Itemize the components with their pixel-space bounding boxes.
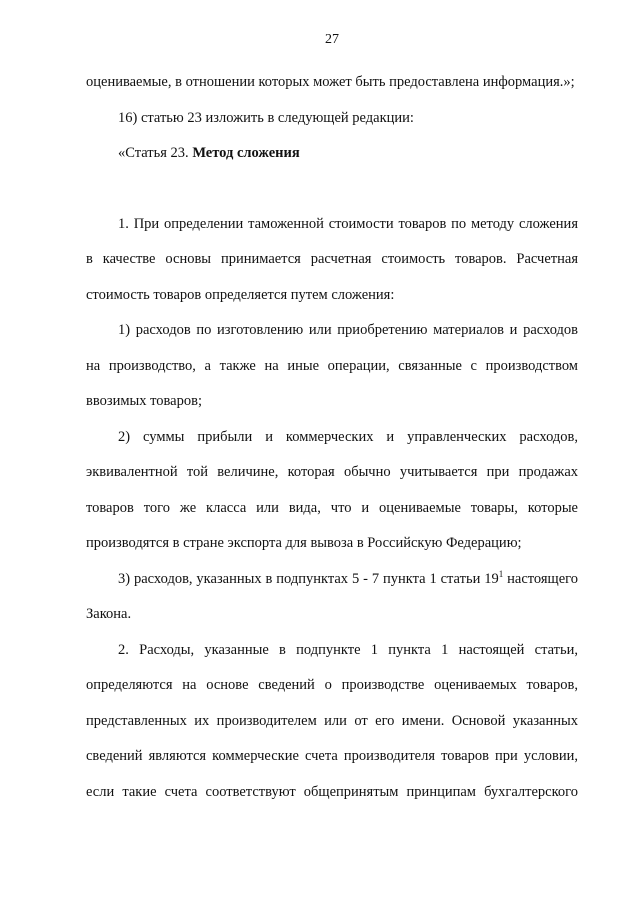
paragraph-item-16: 16) статью 23 изложить в следующей редакции: [118,109,414,126]
article-heading-title: Метод сложения [192,145,300,161]
paragraph-clause-1: 1. При определении таможенной стоимости товаров по методу сложения в качестве основы принимается расчетная стоимость товаров. Расчетная стоимость товаров определяется путем сложения: [86,215,578,303]
article-heading-prefix: «Статья 23. [118,145,193,161]
spacer [86,172,578,207]
paragraph-continuation: оцениваемые, в отношении которых может быть предоставлена информация.»; [86,74,575,90]
page-number: 27 [325,32,339,47]
paragraph-subclause-2: 2) суммы прибыли и коммерческих и управленческих расходов, эквивалентной той величине, которая обычно учитывается при продажах товаров того же класса или вида, что и оцениваемые товары, которые производятся в стране экспорта для вывоза в Российскую Федерацию; [86,428,578,551]
superscript-one: 1 [498,568,504,579]
subclause-3-ending: настоящего Закона. [86,570,578,622]
paragraph-subclause-3 [86,562,578,633]
subclause-3-text: 3) расходов, указанных в подпунктах 5 - 7 пункта 1 статьи 19 [118,570,499,587]
paragraph-subclause-1: 1) расходов по изготовлению или приобретению материалов и расходов на производство, а также на иные операции, связанные с производством ввозимых товаров; [86,322,578,409]
article-heading [86,136,578,172]
paragraph-clause-2: 2. Расходы, указанные в подпункте 1 пункта 1 настоящей статьи, определяются на основе сведений о производстве оцениваемых товаров, представленных их производителем или от его имени. Основой указанных сведений являются коммерческие счета производителя товаров при условии, если такие счета соответствуют общепринятым принципам бухгалтерского [86,641,578,800]
